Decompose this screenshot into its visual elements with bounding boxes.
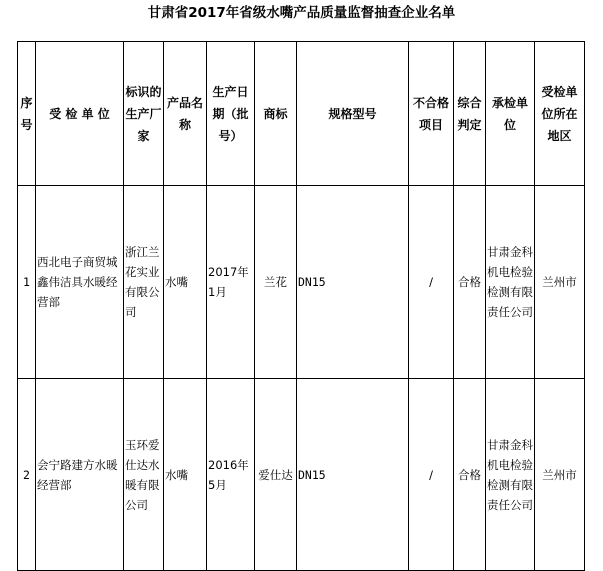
cell-date: 2017年1月 [207,186,255,379]
cell-inspected: 会宁路建方水暖经营部 [36,379,124,571]
cell-judgment: 合格 [454,186,486,379]
cell-region: 兰州市 [535,379,585,571]
cell-index: 1 [18,186,36,379]
cell-brand: 兰花 [255,186,297,379]
cell-spec: DN15 [297,379,409,571]
header-row [18,42,585,186]
cell-region: 兰州市 [535,186,585,379]
header-judgment: 综合判定 [454,42,486,186]
cell-spec: DN15 [297,186,409,379]
header-manufacturer: 标识的生产厂家 [124,42,164,186]
document-title: 甘肃省2017年省级水嘴产品质量监督抽查企业名单 [147,5,456,21]
cell-brand: 爱仕达 [255,379,297,571]
cell-lab: 甘肃金科机电检验检测有限责任公司 [486,186,535,379]
cell-unqualified: / [409,186,454,379]
cell-manufacturer: 浙江兰花实业有限公司 [124,186,164,379]
cell-judgment: 合格 [454,379,486,571]
table-row [18,186,585,379]
header-spec: 规格型号 [297,42,409,186]
inspection-table [17,41,585,571]
header-brand: 商标 [255,42,297,186]
cell-index: 2 [18,379,36,571]
header-lab: 承检单位 [486,42,535,186]
cell-date: 2016年5月 [207,379,255,571]
cell-product: 水嘴 [164,186,207,379]
header-region: 受检单位所在地区 [535,42,585,186]
table-row [18,379,585,571]
cell-product: 水嘴 [164,379,207,571]
header-index: 序号 [18,42,36,186]
header-unqualified: 不合格项目 [409,42,454,186]
cell-lab: 甘肃金科机电检验检测有限责任公司 [486,379,535,571]
cell-unqualified: / [409,379,454,571]
header-inspected: 受 检 单 位 [36,42,124,186]
cell-manufacturer: 玉环爱仕达水暖有限公司 [124,379,164,571]
header-product: 产品名称 [164,42,207,186]
cell-inspected: 西北电子商贸城鑫伟洁具水暖经营部 [36,186,124,379]
header-date: 生产日期（批号） [207,42,255,186]
